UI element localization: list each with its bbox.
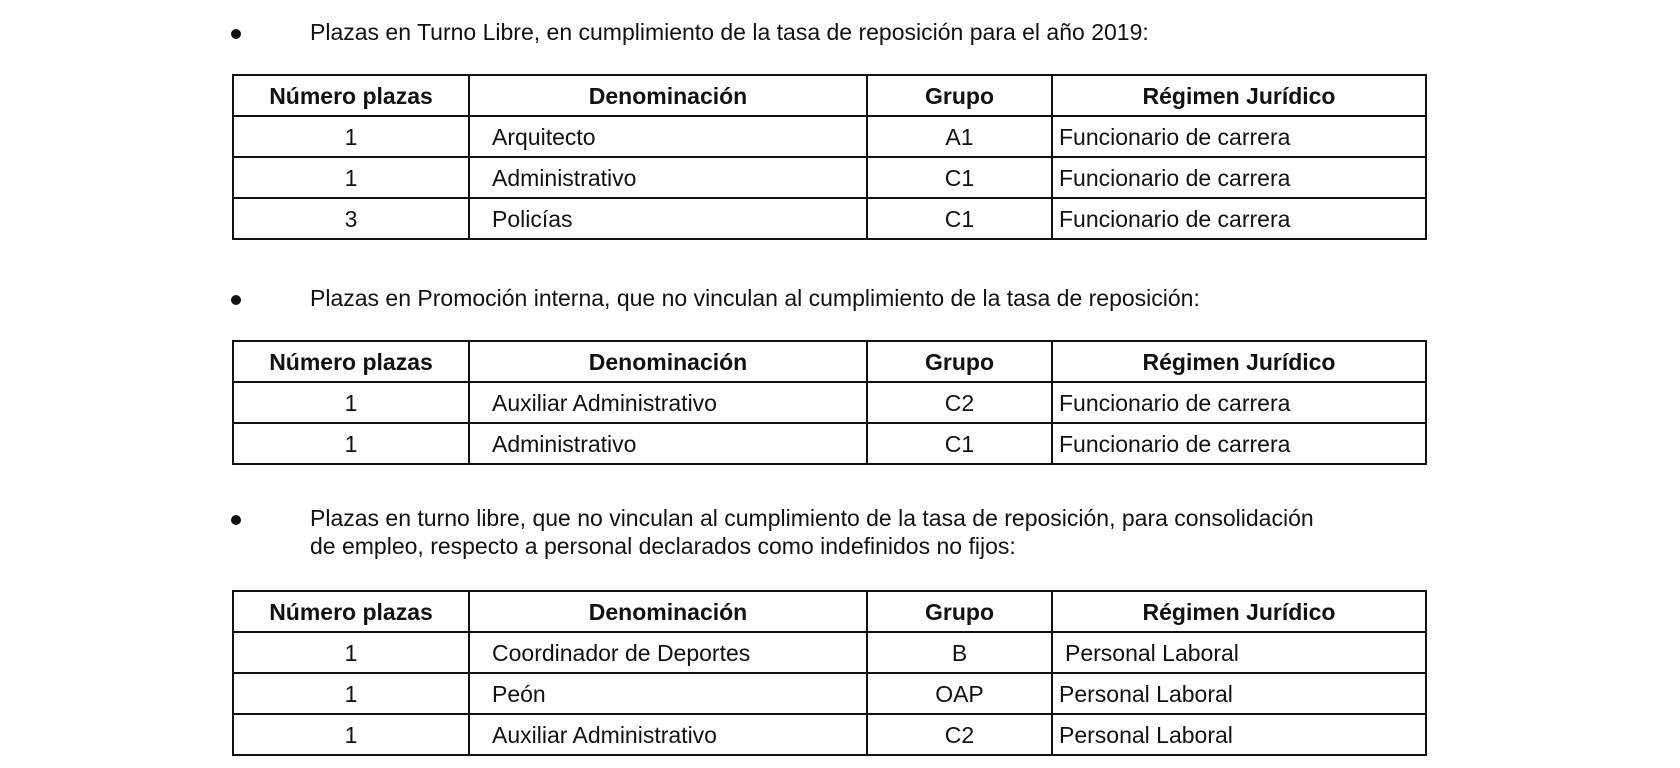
cell-grupo: C2 (867, 382, 1052, 423)
bullet-icon (231, 295, 241, 305)
cell-regimen: Funcionario de carrera (1052, 157, 1426, 198)
cell-numero: 1 (233, 157, 469, 198)
cell-grupo: B (867, 632, 1052, 673)
table-turno-libre (232, 74, 1427, 240)
header-denominacion: Denominación (469, 75, 867, 116)
cell-numero: 1 (233, 673, 469, 714)
section-3-text-line2: de empleo, respecto a personal declarados como indefinidos no fijos: (310, 533, 1016, 559)
table-header-row (233, 341, 1426, 382)
cell-grupo: C2 (867, 714, 1052, 755)
cell-regimen: Personal Laboral (1052, 673, 1426, 714)
table-header-row (233, 75, 1426, 116)
cell-grupo: OAP (867, 673, 1052, 714)
cell-denominacion: Peón (469, 673, 867, 714)
bullet-icon (231, 515, 241, 525)
cell-denominacion: Administrativo (469, 423, 867, 464)
cell-numero: 1 (233, 632, 469, 673)
section-1-text: Plazas en Turno Libre, en cumplimiento de la tasa de reposición para el año 2019: (310, 19, 1149, 45)
header-numero-plazas: Número plazas (233, 75, 469, 116)
cell-denominacion: Coordinador de Deportes (469, 632, 867, 673)
header-regimen-juridico: Régimen Jurídico (1052, 591, 1426, 632)
cell-denominacion: Auxiliar Administrativo (469, 714, 867, 755)
header-numero-plazas: Número plazas (233, 591, 469, 632)
cell-regimen: Funcionario de carrera (1052, 382, 1426, 423)
table-header-row (233, 591, 1426, 632)
table-row (233, 673, 1426, 714)
header-regimen-juridico: Régimen Jurídico (1052, 341, 1426, 382)
table-consolidacion-empleo (232, 590, 1427, 756)
cell-regimen: Funcionario de carrera (1052, 423, 1426, 464)
header-numero-plazas: Número plazas (233, 341, 469, 382)
cell-numero: 1 (233, 423, 469, 464)
cell-grupo: C1 (867, 198, 1052, 239)
cell-denominacion: Administrativo (469, 157, 867, 198)
cell-denominacion: Auxiliar Administrativo (469, 382, 867, 423)
table-row (233, 198, 1426, 239)
table-row (233, 116, 1426, 157)
cell-grupo: C1 (867, 423, 1052, 464)
cell-numero: 1 (233, 382, 469, 423)
cell-denominacion: Policías (469, 198, 867, 239)
cell-regimen: Funcionario de carrera (1052, 198, 1426, 239)
cell-numero: 1 (233, 116, 469, 157)
header-denominacion: Denominación (469, 341, 867, 382)
header-grupo: Grupo (867, 591, 1052, 632)
header-regimen-juridico: Régimen Jurídico (1052, 75, 1426, 116)
section-3-text-line1: Plazas en turno libre, que no vinculan al cumplimiento de la tasa de reposición, para consolidación (310, 505, 1314, 531)
table-row (233, 632, 1426, 673)
table-row (233, 423, 1426, 464)
table-row (233, 714, 1426, 755)
cell-denominacion: Arquitecto (469, 116, 867, 157)
cell-regimen: Funcionario de carrera (1052, 116, 1426, 157)
cell-regimen: Personal Laboral (1052, 714, 1426, 755)
section-2-text: Plazas en Promoción interna, que no vinculan al cumplimiento de la tasa de reposición: (310, 285, 1200, 311)
table-row (233, 157, 1426, 198)
cell-grupo: A1 (867, 116, 1052, 157)
cell-grupo: C1 (867, 157, 1052, 198)
table-row (233, 382, 1426, 423)
header-grupo: Grupo (867, 341, 1052, 382)
header-grupo: Grupo (867, 75, 1052, 116)
cell-regimen: Personal Laboral (1052, 632, 1426, 673)
header-denominacion: Denominación (469, 591, 867, 632)
cell-numero: 3 (233, 198, 469, 239)
bullet-icon (231, 29, 241, 39)
table-promocion-interna (232, 340, 1427, 465)
cell-numero: 1 (233, 714, 469, 755)
